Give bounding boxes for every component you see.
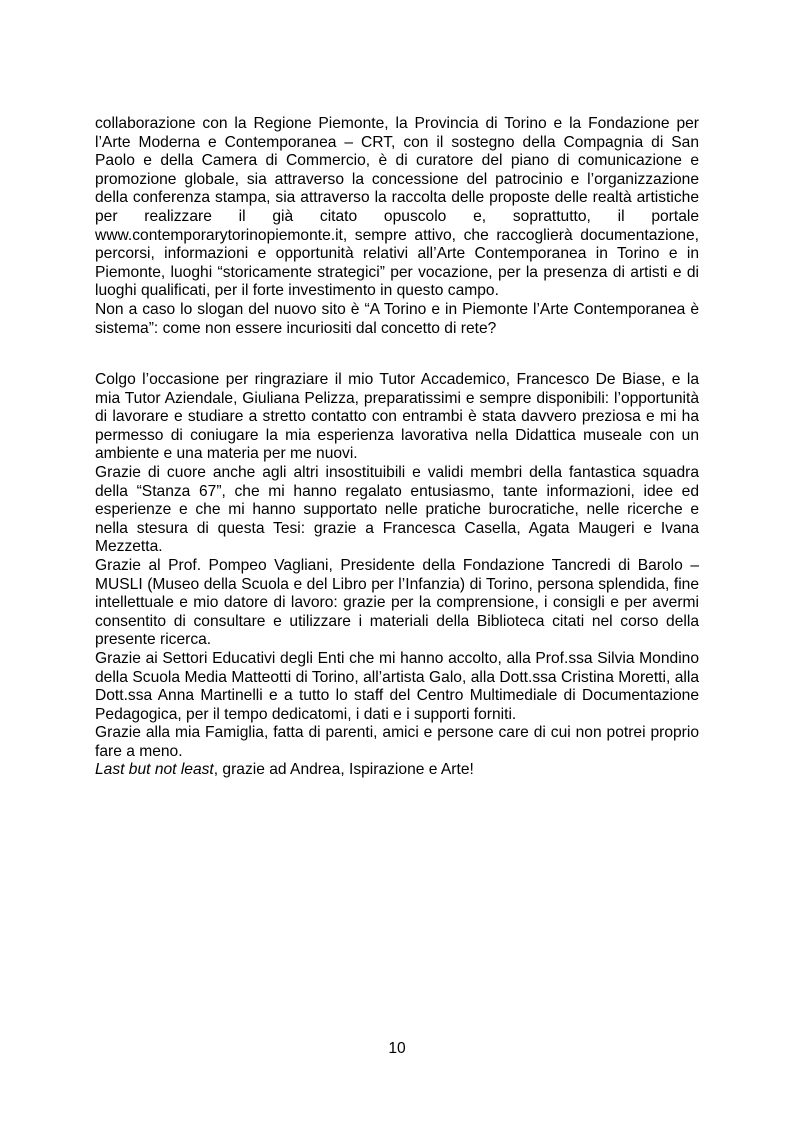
- intro-section: [95, 115, 699, 338]
- ack-paragraph-vagliani: Grazie al Prof. Pompeo Vagliani, Presidente della Fondazione Tancredi di Barolo – MUSLI (Museo della Scuola e del Libro per l’Infanzia) di Torino, persona splendida, fine intellettuale e mio datore di lavoro: grazie per la comprensione, i consigli e per avermi consentito di consultare e utilizzare i materiali della Biblioteca citati nel corso della presente ricerca.: [95, 556, 699, 649]
- page-number: 10: [388, 1040, 406, 1057]
- closing-italic-phrase: Last but not least: [95, 761, 214, 779]
- intro-paragraph-2: Non a caso lo slogan del nuovo sito è “A Torino e in Piemonte l’Arte Contemporanea è sistema”: come non essere incuriositi dal concetto di rete?: [95, 300, 699, 337]
- ack-paragraph-settori-educativi: Grazie ai Settori Educativi degli Enti che mi hanno accolto, alla Prof.ssa Silvia Mondino della Scuola Media Matteotti di Torino, all’artista Galo, alla Dott.ssa Cristina Moretti, alla Dott.ssa Anna Martinelli e a tutto lo staff del Centro Multimediale di Documentazione Pedagogica, per il tempo dedicatomi, i dati e i supporti forniti.: [95, 649, 699, 723]
- ack-paragraph-tutors: Colgo l’occasione per ringraziare il mio Tutor Accademico, Francesco De Biase, e la mia Tutor Aziendale, Giuliana Pelizza, preparatissimi e sempre disponibili: l’opportunità di lavorare e studiare a stretto contatto con entrambi è stata davvero preziosa e mi ha permesso di coniugare la mia esperienza lavorativa nella Didattica museale con un ambiente e una materia per me nuovi.: [95, 371, 699, 463]
- ack-paragraph-stanza-67: Grazie di cuore anche agli altri insostituibili e validi membri della fantastica squadra della “Stanza 67”, che mi hanno regalato entusiasmo, tante informazioni, idee ed esperienze e che mi hanno supportato nelle pratiche burocratiche, nelle ricerche e nella stesura di questa Tesi: grazie a Francesca Casella, Agata Maugeri e Ivana Mezzetta.: [95, 463, 699, 556]
- ack-paragraph-famiglia: Grazie alla mia Famiglia, fatta di parenti, amici e persone care di cui non potrei proprio fare a meno.: [95, 724, 699, 760]
- acknowledgements-section: [95, 371, 699, 780]
- intro-paragraph-1: collaborazione con la Regione Piemonte, la Provincia di Torino e la Fondazione per l’Arte Moderna e Contemporanea – CRT, con il sostegno della Compagnia di San Paolo e della Camera di Commercio, è di curatore del piano di comunicazione e promozione globale, sia attraverso la concessione del patrocinio e l’organizzazione della conferenza stampa, sia attraverso la raccolta delle proposte delle realtà artistiche per realizzare il già citato opuscolo e, soprattutto, il portale www.contemporarytorinopiemonte.it, sempre attivo, che raccoglierà documentazione, percorsi, informazioni e opportunità relativi all’Arte Contemporanea in Torino e in Piemonte, luoghi “storicamente strategici” per vocazione, per la presenza di artisti e di luoghi qualificati, per il forte investimento in questo campo.: [95, 115, 699, 300]
- closing-rest: , grazie ad Andrea, Ispirazione e Arte!: [213, 761, 474, 779]
- ack-paragraph-closing: [95, 761, 699, 780]
